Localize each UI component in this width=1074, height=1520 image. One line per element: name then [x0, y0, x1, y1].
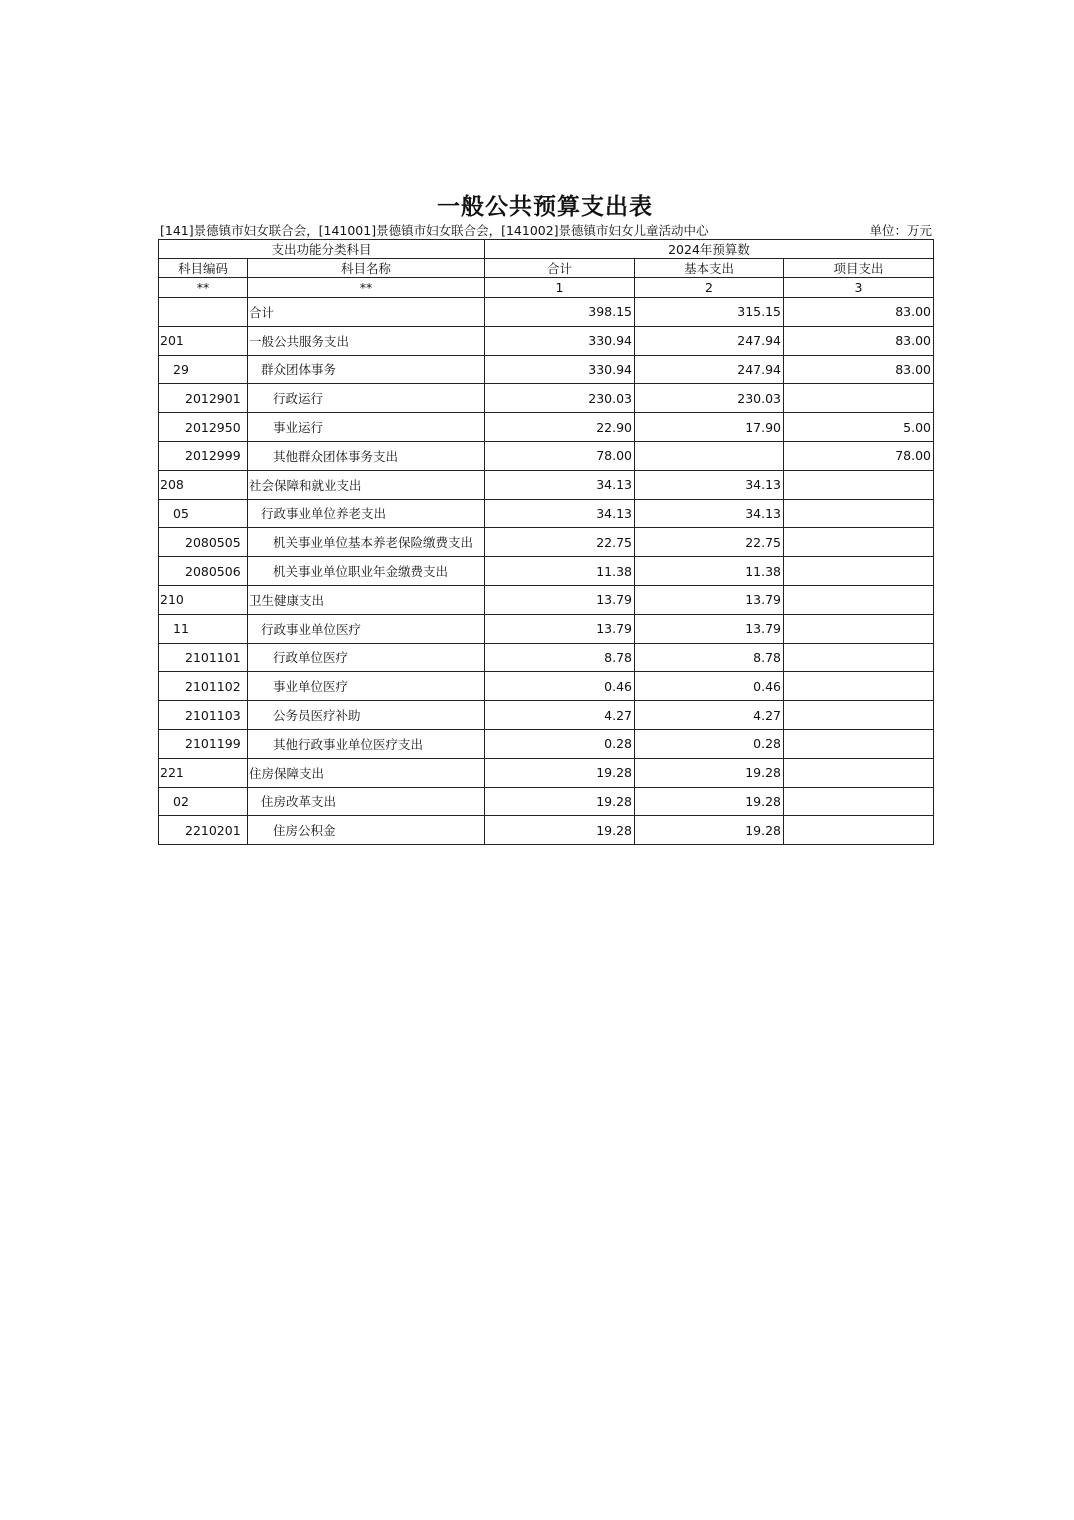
header-group-row [159, 240, 934, 259]
row-name: 事业单位医疗 [248, 672, 485, 701]
row-code: 2101102 [159, 672, 248, 701]
row-total: 330.94 [485, 355, 635, 384]
table-row [159, 298, 934, 327]
row-code: 2012999 [159, 441, 248, 470]
row-code: 11 [159, 614, 248, 643]
row-total: 230.03 [485, 384, 635, 413]
table-row [159, 585, 934, 614]
row-project [784, 729, 934, 758]
row-project [784, 614, 934, 643]
row-project: 83.00 [784, 298, 934, 327]
row-code: 221 [159, 758, 248, 787]
row-code: 2080506 [159, 557, 248, 586]
row-project: 5.00 [784, 413, 934, 442]
header-column-row [159, 259, 934, 278]
row-project [784, 701, 934, 730]
row-name: 其他行政事业单位医疗支出 [248, 729, 485, 758]
row-name: 机关事业单位基本养老保险缴费支出 [248, 528, 485, 557]
org-header-line [160, 221, 932, 237]
row-total: 4.27 [485, 701, 635, 730]
row-total: 19.28 [485, 758, 635, 787]
row-total: 0.46 [485, 672, 635, 701]
row-project [784, 470, 934, 499]
row-project [784, 643, 934, 672]
row-name: 群众团体事务 [248, 355, 485, 384]
row-code: 05 [159, 499, 248, 528]
row-total: 13.79 [485, 614, 635, 643]
header-basic-expenditure: 基本支出 [635, 259, 784, 278]
row-total: 8.78 [485, 643, 635, 672]
row-name: 行政运行 [248, 384, 485, 413]
row-code: 2080505 [159, 528, 248, 557]
row-total: 19.28 [485, 787, 635, 816]
table-row [159, 701, 934, 730]
row-basic: 34.13 [635, 470, 784, 499]
index-basic: 2 [635, 278, 784, 298]
row-project: 83.00 [784, 355, 934, 384]
row-name: 一般公共服务支出 [248, 326, 485, 355]
row-total: 0.28 [485, 729, 635, 758]
row-name: 住房公积金 [248, 816, 485, 845]
row-basic: 19.28 [635, 816, 784, 845]
organization-list: [141]景德镇市妇女联合会，[141001]景德镇市妇女联合会，[141002]景德镇市妇女儿童活动中心 [160, 223, 709, 238]
row-total: 78.00 [485, 441, 635, 470]
table-row [159, 384, 934, 413]
index-name: ** [248, 278, 485, 298]
row-name: 社会保障和就业支出 [248, 470, 485, 499]
row-name: 住房改革支出 [248, 787, 485, 816]
row-basic: 4.27 [635, 701, 784, 730]
index-code: ** [159, 278, 248, 298]
row-basic: 247.94 [635, 326, 784, 355]
row-name: 事业运行 [248, 413, 485, 442]
header-function-classification: 支出功能分类科目 [159, 240, 485, 259]
row-total: 34.13 [485, 470, 635, 499]
row-basic: 8.78 [635, 643, 784, 672]
row-code: 2210201 [159, 816, 248, 845]
row-total: 11.38 [485, 557, 635, 586]
row-basic: 230.03 [635, 384, 784, 413]
table-row [159, 355, 934, 384]
row-project [784, 528, 934, 557]
table-row [159, 413, 934, 442]
table-row [159, 729, 934, 758]
header-budget-year: 2024年预算数 [485, 240, 934, 259]
row-code: 208 [159, 470, 248, 499]
row-code: 2101199 [159, 729, 248, 758]
unit-label: 单位：万元 [869, 223, 932, 238]
row-name: 行政事业单位养老支出 [248, 499, 485, 528]
header-total: 合计 [485, 259, 635, 278]
row-code: 29 [159, 355, 248, 384]
table-row [159, 758, 934, 787]
row-basic: 315.15 [635, 298, 784, 327]
row-project [784, 585, 934, 614]
row-code: 201 [159, 326, 248, 355]
row-project [784, 557, 934, 586]
row-basic: 0.46 [635, 672, 784, 701]
row-total: 22.75 [485, 528, 635, 557]
row-basic: 22.75 [635, 528, 784, 557]
row-name: 其他群众团体事务支出 [248, 441, 485, 470]
row-code [159, 298, 248, 327]
table-row [159, 326, 934, 355]
row-total: 34.13 [485, 499, 635, 528]
row-code: 2012950 [159, 413, 248, 442]
budget-table [158, 239, 934, 845]
row-total: 13.79 [485, 585, 635, 614]
table-row [159, 672, 934, 701]
row-name: 合计 [248, 298, 485, 327]
row-project [784, 499, 934, 528]
index-total: 1 [485, 278, 635, 298]
header-index-row [159, 278, 934, 298]
table-row [159, 614, 934, 643]
row-total: 19.28 [485, 816, 635, 845]
row-name: 住房保障支出 [248, 758, 485, 787]
row-basic: 0.28 [635, 729, 784, 758]
row-basic [635, 441, 784, 470]
row-name: 机关事业单位职业年金缴费支出 [248, 557, 485, 586]
row-total: 22.90 [485, 413, 635, 442]
row-project [784, 758, 934, 787]
row-project [784, 787, 934, 816]
row-total: 330.94 [485, 326, 635, 355]
row-basic: 34.13 [635, 499, 784, 528]
row-name: 卫生健康支出 [248, 585, 485, 614]
table-row [159, 499, 934, 528]
header-subject-code: 科目编码 [159, 259, 248, 278]
header-project-expenditure: 项目支出 [784, 259, 934, 278]
row-code: 2012901 [159, 384, 248, 413]
table-row [159, 787, 934, 816]
row-total: 398.15 [485, 298, 635, 327]
row-project [784, 672, 934, 701]
row-code: 2101103 [159, 701, 248, 730]
row-name: 公务员医疗补助 [248, 701, 485, 730]
row-code: 02 [159, 787, 248, 816]
header-subject-name: 科目名称 [248, 259, 485, 278]
row-basic: 11.38 [635, 557, 784, 586]
row-code: 210 [159, 585, 248, 614]
row-project: 83.00 [784, 326, 934, 355]
table-row [159, 816, 934, 845]
row-basic: 13.79 [635, 614, 784, 643]
row-name: 行政单位医疗 [248, 643, 485, 672]
row-project [784, 816, 934, 845]
page-title: 一般公共预算支出表 [437, 193, 653, 220]
row-code: 2101101 [159, 643, 248, 672]
row-project: 78.00 [784, 441, 934, 470]
row-basic: 17.90 [635, 413, 784, 442]
index-project: 3 [784, 278, 934, 298]
row-basic: 13.79 [635, 585, 784, 614]
table-row [159, 441, 934, 470]
table-row [159, 528, 934, 557]
table-row [159, 470, 934, 499]
row-name: 行政事业单位医疗 [248, 614, 485, 643]
table-row [159, 557, 934, 586]
row-project [784, 384, 934, 413]
row-basic: 19.28 [635, 787, 784, 816]
row-basic: 247.94 [635, 355, 784, 384]
row-basic: 19.28 [635, 758, 784, 787]
table-row [159, 643, 934, 672]
